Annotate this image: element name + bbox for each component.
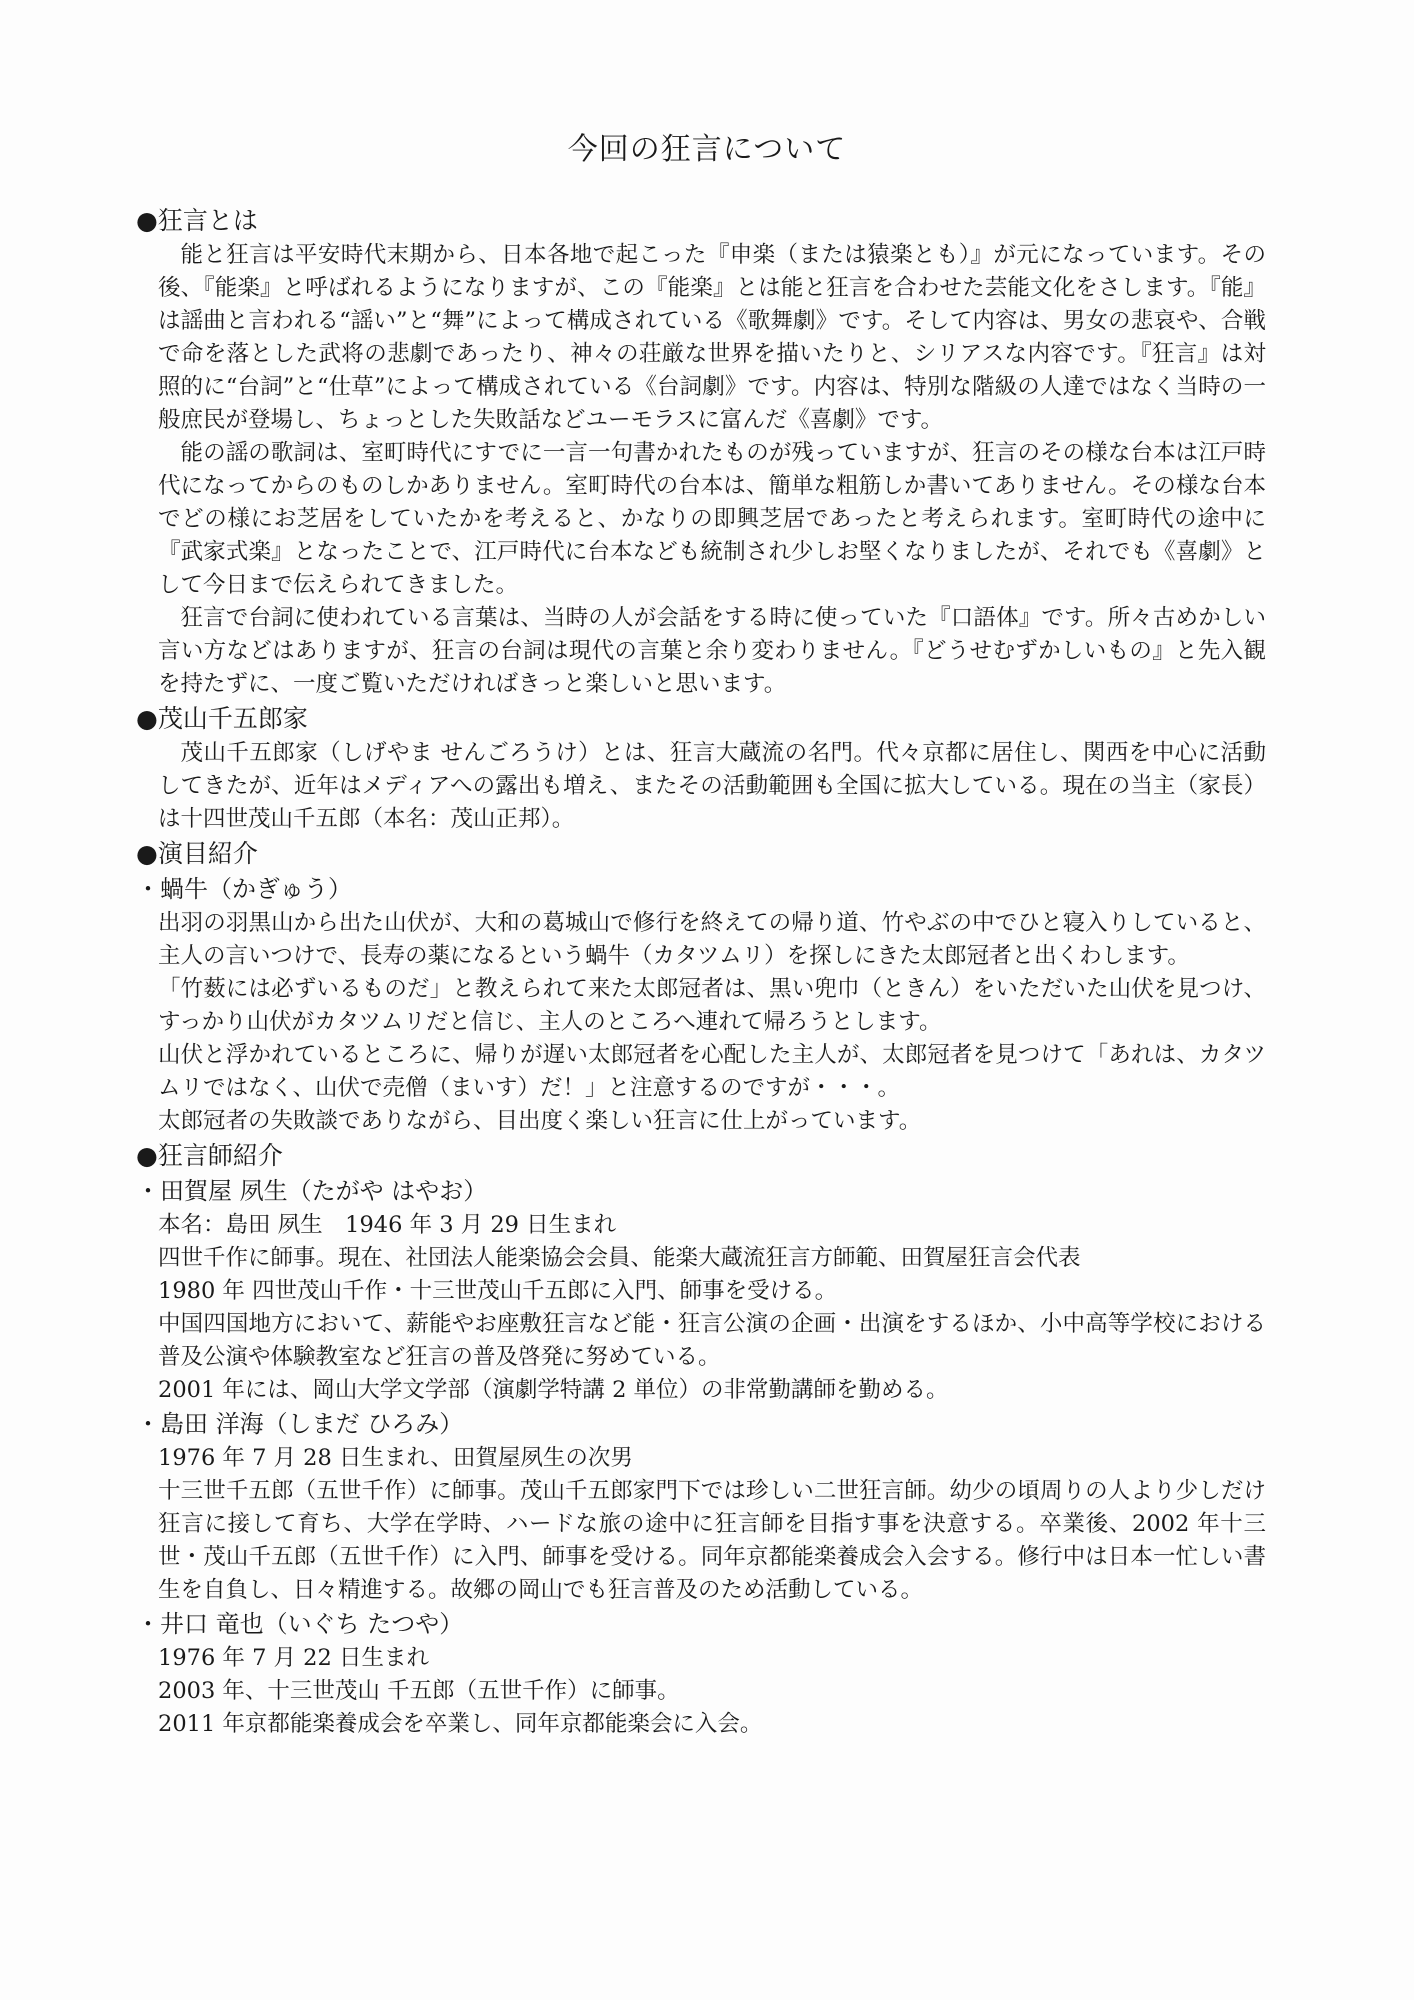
performer-entry [136,1407,1266,1607]
performer-detail: 1976 年 7 月 28 日生まれ、田賀屋夙生の次男 [158,1445,633,1471]
performer-name: ・井口 竜也（いぐち たつや） [136,1610,464,1638]
performer-entry [136,1607,1266,1741]
program-title: ・蝸牛（かぎゅう） [136,875,352,903]
section-heading-performers: ●狂言師紹介 [136,1141,283,1170]
section-shigeyama-body [158,737,1266,836]
paragraph: 狂言で台詞に使われている言葉は、当時の人が会話をする時に使っていた『口語体』です。所々古めかしい言い方などはありますが、狂言の台詞は現代の言葉と余り変わりません。『どうせむずかしいもの』と先入観を持たずに、一度ご覧いただければきっと楽しいと思います。 [158,605,1266,697]
performer-name: ・田賀屋 夙生（たがや はやお） [136,1177,488,1205]
paragraph: 太郎冠者の失敗談でありながら、目出度く楽しい狂言に仕上がっています。 [158,1108,922,1134]
performer-detail: 十三世千五郎（五世千作）に師事。茂山千五郎家門下では珍しい二世狂言師。幼少の頃周りの人より少しだけ狂言に接して育ち、大学在学時、ハードな旅の途中に狂言師を目指す事を決意する。卒業後、2002 年十三世・茂山千五郎（五世千作）に入門、師事を受ける。同年京都能楽養成会入会する。修行中は日本一忙しい書生を自負し、日々精進する。故郷の岡山でも狂言普及のため活動している。 [158,1478,1266,1603]
section-kyogen-body [158,239,1266,701]
performer-detail: 本名：島田 夙生 1946 年 3 月 29 日生まれ [158,1212,617,1238]
paragraph: 出羽の羽黒山から出た山伏が、大和の葛城山で修行を終えての帰り道、竹やぶの中でひと寝入りしていると、主人の言いつけで、長寿の薬になるという蝸牛（カタツムリ）を探しにきた太郎冠者と出くわします。 [158,910,1266,969]
performer-detail: 1980 年 四世茂山千作・十三世茂山千五郎に入門、師事を受ける。 [158,1278,838,1304]
paragraph: 能の謡の歌詞は、室町時代にすでに一言一句書かれたものが残っていますが、狂言のその様な台本は江戸時代になってからのものしかありません。室町時代の台本は、簡単な粗筋しか書いてありません。その様な台本でどの様にお芝居をしていたかを考えると、かなりの即興芝居であったと考えられます。室町時代の途中に『武家式楽』となったことで、江戸時代に台本なども統制され少しお堅くなりましたが、それでも《喜劇》として今日まで伝えられてきました。 [158,440,1266,598]
performer-detail: 1976 年 7 月 22 日生まれ [158,1645,429,1671]
paragraph: 山伏と浮かれているところに、帰りが遅い太郎冠者を心配した主人が、太郎冠者を見つけて「あれは、カタツムリではなく、山伏で売僧（まいす）だ！」と注意するのですが・・・。 [158,1042,1266,1101]
performer-detail: 2001 年には、岡山大学文学部（演劇学特講 2 単位）の非常勤講師を勤める。 [158,1377,949,1403]
performer-detail: 2003 年、十三世茂山 千五郎（五世千作）に師事。 [158,1678,680,1704]
performer-entry [136,1174,1266,1407]
paragraph: 茂山千五郎家（しげやま せんごろうけ）とは、狂言大蔵流の名門。代々京都に居住し、関西を中心に活動してきたが、近年はメディアへの露出も増え、またその活動範囲も全国に拡大している。現在の当主（家長）は十四世茂山千五郎（本名：茂山正邦）。 [158,740,1266,832]
section-heading-shigeyama: ●茂山千五郎家 [136,704,308,733]
performer-detail: 中国四国地方において、薪能やお座敷狂言など能・狂言公演の企画・出演をするほか、小中高等学校における普及公演や体験教室など狂言の普及啓発に努めている。 [158,1311,1266,1370]
document-body [136,203,1266,1741]
performer-name: ・島田 洋海（しまだ ひろみ） [136,1410,464,1438]
paragraph: 「竹薮には必ずいるものだ」と教えられて来た太郎冠者は、黒い兜巾（ときん）をいただいた山伏を見つけ、すっかり山伏がカタツムリだと信じ、主人のところへ連れて帰ろうとします。 [158,976,1266,1035]
section-heading-kyogen: ●狂言とは [136,206,258,235]
performer-detail: 四世千作に師事。現在、社団法人能楽協会会員、能楽大蔵流狂言方師範、田賀屋狂言会代表 [158,1245,1081,1271]
performer-detail: 2011 年京都能楽養成会を卒業し、同年京都能楽会に入会。 [158,1711,763,1737]
paragraph: 能と狂言は平安時代末期から、日本各地で起こった『申楽（または猿楽とも）』が元になっています。その後、『能楽』と呼ばれるようになりますが、この『能楽』とは能と狂言を合わせた芸能文化をさします。『能』は謡曲と言われる“謡い”と“舞”によって構成されている《歌舞劇》です。そして内容は、男女の悲哀や、合戦で命を落とした武将の悲劇であったり、神々の荘厳な世界を描いたりと、シリアスな内容です。『狂言』は対照的に“台詞”と“仕草”によって構成されている《台詞劇》です。内容は、特別な階級の人達ではなく当時の一般庶民が登場し、ちょっとした失敗話などユーモラスに富んだ《喜劇》です。 [158,242,1266,433]
page-title: 今回の狂言について [567,132,847,167]
section-heading-program: ●演目紹介 [136,839,258,868]
